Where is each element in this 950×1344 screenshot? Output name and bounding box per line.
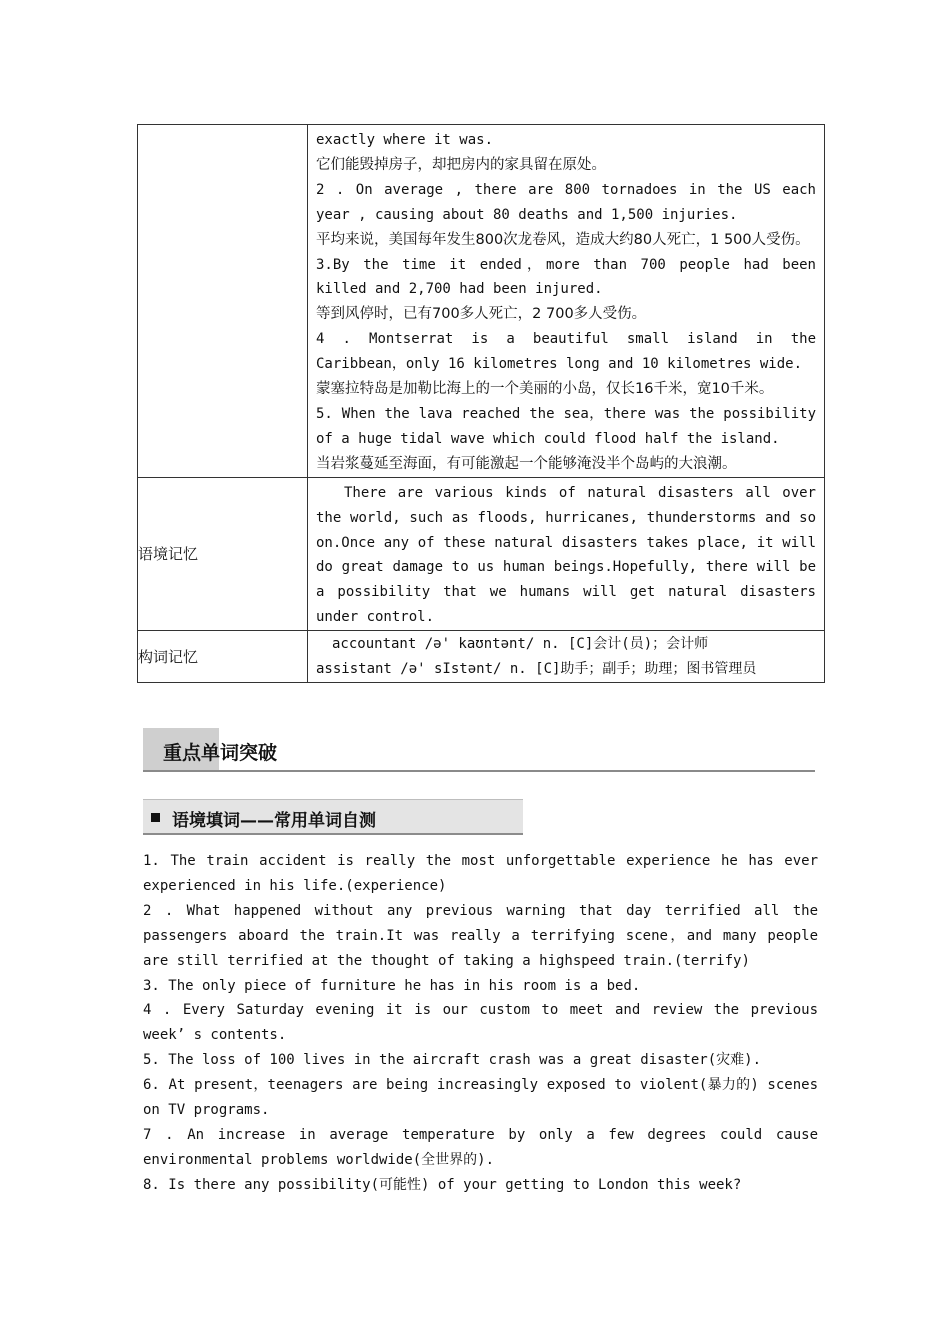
exercise-item: 7 . An increase in average temperature by only a few degrees could cause environmental problems worldwide(全世界的). [143, 1126, 818, 1168]
translation-line: 等到风停时，已有700多人死亡，2 700多人受伤。 [316, 306, 647, 323]
exercise-item: 6. At present，teenagers are being increasingly exposed to violent(暴力的) scenes on TV programs. [143, 1077, 818, 1119]
translation-line: 它们能毁掉房子，却把房内的家具留在原处。 [316, 156, 606, 173]
translation-line: 平均来说，美国每年发生800次龙卷风，造成大约80人死亡，1 500人受伤。 [316, 231, 810, 248]
table-row [138, 631, 825, 683]
table-cell-empty [138, 125, 308, 478]
context-memory-text: There are various kinds of natural disasters all over the world, such as floods, hurricanes, thunderstorms and so on.Once any of these natural disasters takes place, it will do great damage to us human beings.Hopefully, there will be a possibility that we humans will get natural disasters under control. [316, 484, 816, 626]
exercise-item: 3. The only piece of furniture he has in his room is a bed. [143, 977, 641, 994]
example-line: 3.By the time it ended，more than 700 people had been killed and 2,700 had been injured. [316, 256, 816, 298]
example-line: 4 . Montserrat is a beautiful small island in the Caribbean，only 16 kilometres long and 10 kilometres wide. [316, 331, 816, 373]
exercise-item: 2 . What happened without any previous warning that day terrified all the passengers aboard the train.It was really a terrifying scene，and many people are still terrified at the thought of taking a highspeed train.(terrify) [143, 902, 818, 969]
word-formation-label: 构词记忆 [138, 631, 308, 683]
word-formation-line-1: accountant /ə' kaʊntənt/ n. [C]会计(员)；会计师 [332, 636, 709, 653]
vocab-table [137, 124, 825, 683]
word-formation-cell [308, 631, 825, 683]
example-line: 2 . On average , there are 800 tornadoes in the US each year , causing about 80 deaths and 1,500 injuries. [316, 181, 816, 223]
example-sentences-cell [308, 125, 825, 478]
square-bullet-icon [151, 813, 160, 822]
example-line: exactly where it was. [316, 132, 494, 148]
section-divider [143, 770, 815, 772]
example-line: 5. When the lava reached the sea，there was the possibility of a huge tidal wave which could flood half the island. [316, 405, 816, 447]
table-row [138, 477, 825, 630]
translation-line: 蒙塞拉特岛是加勒比海上的一个美丽的小岛，仅长16千米，宽10千米。 [316, 381, 774, 398]
table-row [138, 125, 825, 478]
subsection-header [143, 799, 523, 835]
section-header [143, 728, 815, 772]
exercise-item: 5. The loss of 100 lives in the aircraft crash was a great disaster(灾难). [143, 1052, 762, 1069]
translation-line: 当岩浆蔓延至海面，有可能激起一个能够淹没半个岛屿的大浪潮。 [316, 455, 737, 472]
example-sentences [308, 125, 824, 477]
section-title: 重点单词突破 [163, 742, 278, 764]
exercise-item: 4 . Every Saturday evening it is our custom to meet and review the previous week’ s contents. [143, 1002, 818, 1044]
exercise-item: 8. Is there any possibility(可能性) of your getting to London this week? [143, 1176, 742, 1193]
exercise-item: 1. The train accident is really the most unforgettable experience he has ever experienced in his life.(experience) [143, 853, 818, 894]
context-memory-label: 语境记忆 [138, 477, 308, 630]
word-formation-line-2: assistant /ə' sIstənt/ n. [C]助手；副手；助理；图书管理员 [316, 661, 757, 678]
subsection-title: 语境填词——常用单词自测 [172, 811, 376, 831]
exercise-list [143, 849, 818, 1198]
context-memory-cell [308, 477, 825, 630]
